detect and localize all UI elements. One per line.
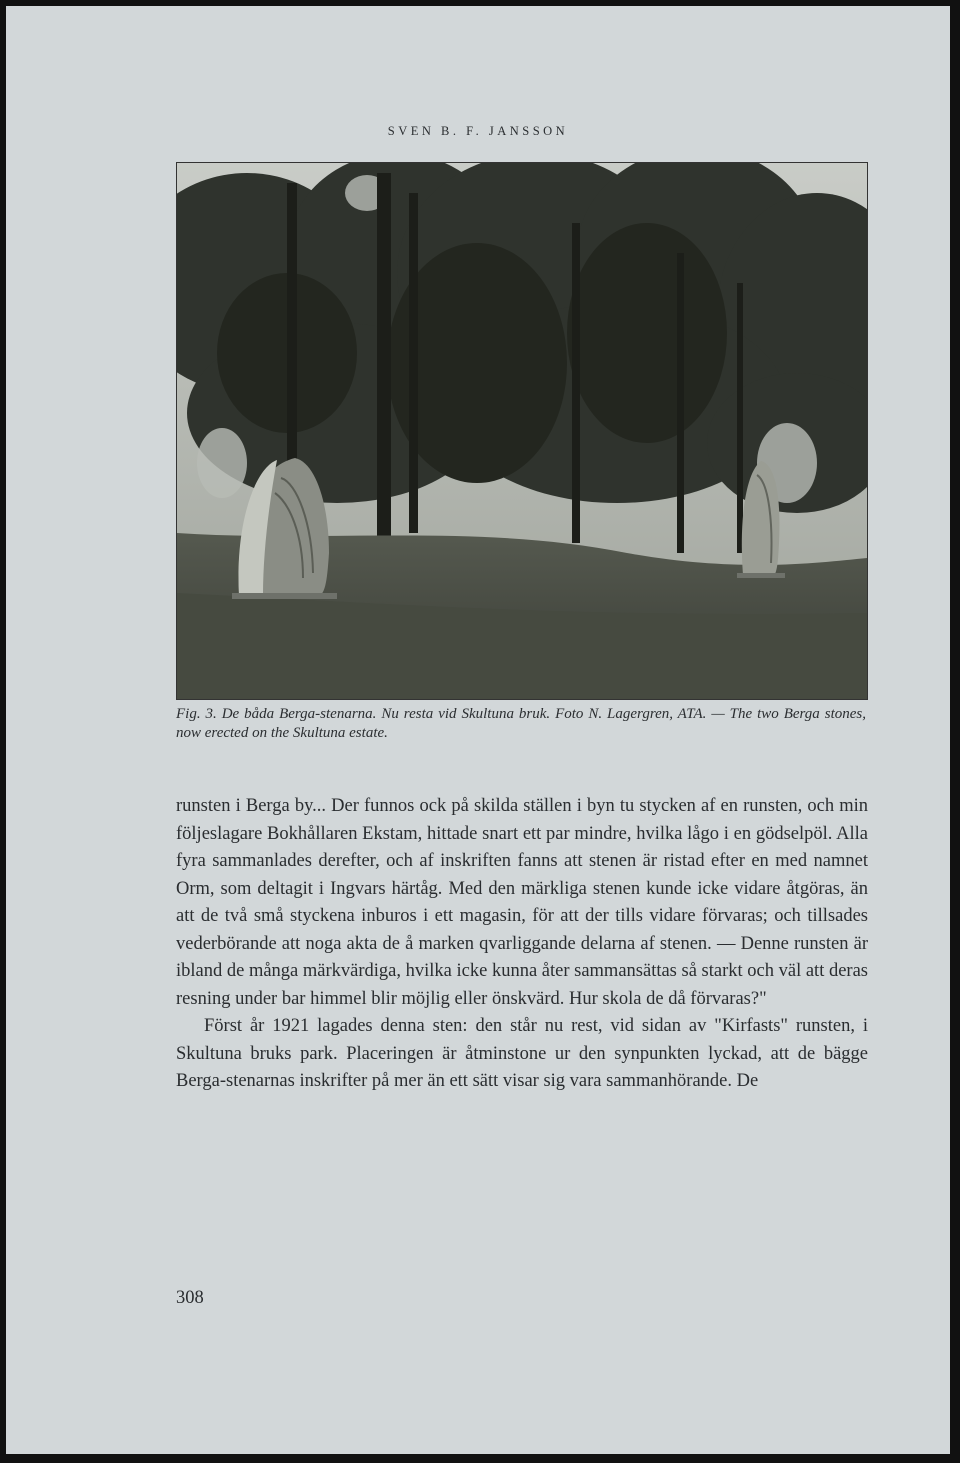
running-head: SVEN B. F. JANSSON bbox=[387, 124, 569, 138]
figure-photo-runestones bbox=[176, 162, 868, 700]
paragraph: Först år 1921 lagades denna sten: den står nu rest, vid sidan av "Kirfasts" runsten, i Skultuna bruks park. Placeringen är åtminstone ur den synpunkten lyckad, att de bägge Berga-stenarnas inskrifter på mer än ett sätt visar sig vara sammanhörande. De bbox=[176, 1016, 868, 1091]
paragraph: runsten i Berga by... Der funnos ock på skilda ställen i byn tu stycken af en runsten, och min följeslagare Bokhållaren Ekstam, hittade snart ett par mindre, hvilka lågo i en gödselpöl. Alla fyra sammanlades derefter, och af inskriften fanns att stenen är ristad efter en med namnet Orm, som deltagit i Ingvars härtåg. Med den märkliga stenen kunde icke vidare åtgöras, än att de två små styckena inburos i ett magasin, för att der tills vidare förvaras; och tillsades vederbörande att noga akta de å marken qvarliggande delarna af stenen. — Denne runsten är ibland de många märkvärdiga, hvilka icke kunna åter sammansättas så starkt och väl att deras resning under bar himmel blir möjlig eller önskvärd. Hur skola de då förvaras?" bbox=[176, 796, 868, 1009]
page-number: 308 bbox=[176, 1288, 204, 1308]
book-page bbox=[6, 6, 950, 1454]
figure-caption: Fig. 3. De båda Berga-stenarna. Nu resta vid Skultuna bruk. Foto N. Lagergren, ATA. — The two Berga stones, now erected on the Skultuna estate. bbox=[176, 706, 866, 741]
body-text bbox=[176, 793, 868, 1096]
